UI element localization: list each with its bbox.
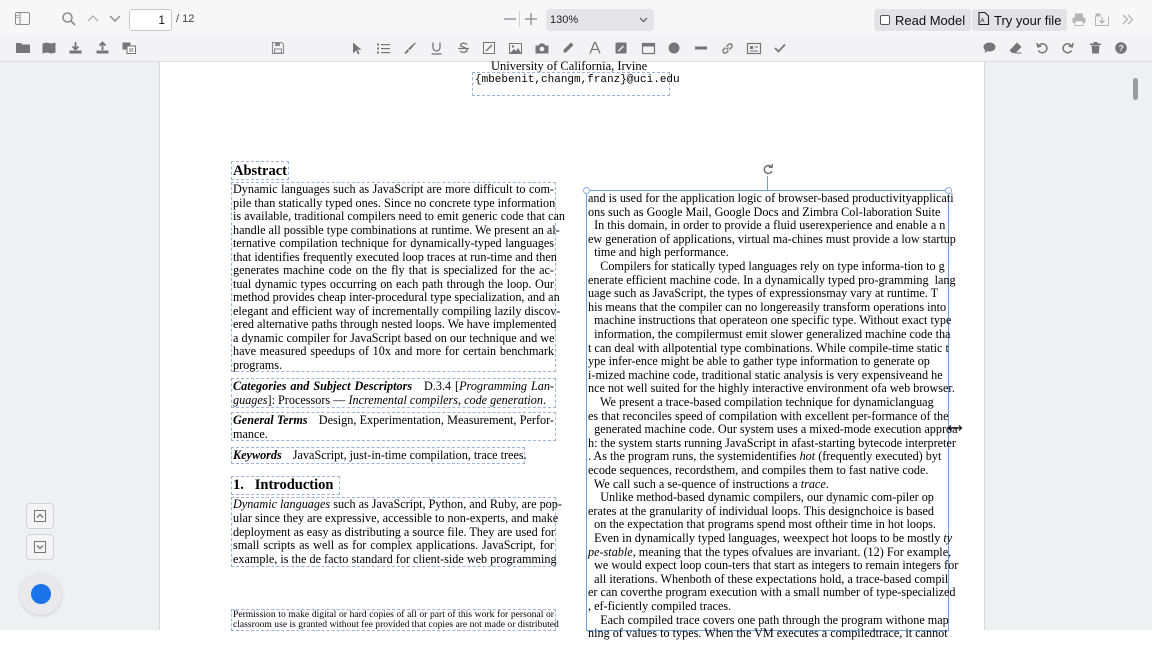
categories-processors: ]: Processors —	[267, 393, 349, 407]
search-icon[interactable]	[61, 11, 77, 27]
keywords-text: JavaScript, just-in-time compilation, trace trees.	[292, 448, 527, 462]
right-column-line: and is used for the application logic of browser-based productivityapplicati	[588, 191, 954, 205]
sidebar-toggle-icon[interactable]	[14, 10, 30, 26]
permission-line: classroom use is granted without fee provided that copies are not made or distributed	[233, 619, 559, 630]
right-column-line: . As the program runs, the systemidentifies hot (frequently executed) byt	[588, 449, 942, 464]
abstract-line: tual dynamic types occurring on each path through the loop. Our	[233, 276, 554, 291]
abstract-line: method provides cheap inter-procedural type specialization, and an	[233, 290, 560, 304]
strikethrough-icon[interactable]	[456, 41, 470, 55]
expand-panel-icon[interactable]	[1120, 12, 1136, 26]
previous-page-icon[interactable]	[86, 11, 100, 25]
abstract-line: that identifies frequently executed loop traces at run-time and then	[233, 249, 557, 264]
zoom-out-icon[interactable]	[503, 12, 517, 26]
abstract-line: programs.	[233, 357, 283, 372]
right-column-line: ew generation of applications, virtual ma-chines must provide a low startup	[588, 231, 956, 246]
hot-term-after: (frequently executed) byt	[815, 449, 942, 464]
abstract-line: a dynamic compiler for JavaScript based on our technique and we	[233, 330, 555, 345]
right-column-line: nce not well suited for the highly interactive environment ofa web browser.	[588, 381, 955, 396]
right-column-line: ons such as Google Mail, Google Docs and Zimbra Col-laboration Suite	[588, 204, 941, 219]
right-column-line	[588, 544, 952, 560]
redo-icon[interactable]	[1061, 41, 1075, 55]
try-your-file-button[interactable]	[972, 9, 1067, 31]
intro-line-1-text: such as JavaScript, Python, and Ruby, are pop-	[330, 497, 562, 511]
categories-label: Categories and Subject Descriptors	[233, 379, 413, 393]
right-column-line: t can deal with allpotential type combinations. While compile-time static t	[588, 340, 949, 355]
import-icon[interactable]	[68, 41, 83, 54]
right-column-line: er can coverthe program execution with a small number of type-specialized	[588, 585, 956, 600]
abstract-line: generates machine code on the fly that is specialized for the ac-	[233, 263, 554, 277]
categories-code: D.3.4 [	[424, 379, 460, 393]
svg-text:?: ?	[1118, 43, 1124, 54]
vertical-scrollbar[interactable]	[1133, 78, 1138, 100]
rotate-handle-icon[interactable]	[762, 162, 775, 175]
highlighter-icon[interactable]	[403, 41, 417, 55]
main-toolbar	[0, 0, 1152, 34]
help-icon[interactable]	[1114, 41, 1128, 55]
download-icon[interactable]	[1094, 12, 1110, 26]
general-terms-label: General Terms	[233, 413, 308, 427]
abstract-heading: Abstract	[233, 163, 287, 179]
abstract-line: pile than statically typed ones. Since no concrete type information	[233, 195, 556, 210]
page-number-input[interactable]: 1	[129, 9, 172, 31]
general-terms-line-1	[233, 414, 554, 428]
book-icon[interactable]	[41, 41, 56, 54]
abstract-line: is available, traditional compilers need to emit generic code that can	[233, 209, 565, 223]
save-icon[interactable]	[271, 41, 285, 55]
categories-topic-cont: guages	[233, 393, 268, 407]
right-column-line: Compilers for statically typed languages rely on type informa-tion to g	[588, 259, 945, 273]
trash-icon[interactable]	[1088, 41, 1102, 55]
line-shape-icon[interactable]	[694, 41, 708, 55]
floating-action-button[interactable]	[20, 573, 62, 615]
intro-line-1	[233, 497, 562, 512]
underline-icon[interactable]	[429, 41, 443, 55]
abstract-line: elegant and efficient way of incrementally compiling lazily discov-	[233, 303, 561, 318]
list-icon[interactable]	[376, 41, 390, 55]
right-column-line: information, the compilermust emit slower generalized machine code tha	[588, 327, 951, 341]
right-column-line: his means that the compiler can no longereasily transform operations into	[588, 299, 947, 314]
text-tool-icon[interactable]	[588, 41, 602, 55]
right-column-line: generated machine code. Our system uses a mixed-mode execution approa	[588, 422, 958, 437]
link-icon[interactable]	[720, 41, 734, 55]
abstract-line: ternative compilation technique for dynamically-typed languages	[233, 236, 554, 250]
read-model-toggle[interactable]	[874, 9, 971, 31]
svg-text:A: A	[980, 17, 985, 25]
intro-line: deployment as easy as distributing a source file. They are used for	[233, 524, 555, 539]
trace-term-after: .	[825, 476, 829, 491]
abstract-line: ered alternative paths through nested loops. We have implemented	[233, 317, 557, 331]
keywords-line	[233, 449, 527, 463]
next-page-icon[interactable]	[108, 12, 122, 26]
folder-icon[interactable]	[15, 41, 30, 54]
pencil-icon[interactable]	[561, 41, 575, 55]
convert-icon[interactable]	[121, 41, 136, 54]
right-column-line: In this domain, in order to provide a fluid userexperience and enable a n	[588, 218, 946, 233]
abstract-line: have measured speedups of 10x and more for certain benchmark	[233, 344, 554, 358]
rotate-connector	[767, 176, 768, 190]
intro-line: small scripts as well as for complex applications. JavaScript, for	[233, 538, 554, 552]
export-icon[interactable]	[95, 41, 110, 54]
right-column-line: , ef-ficiently compiled traces.	[588, 599, 732, 613]
right-column-line: Even in dynamically typed languages, weexpect hot loops to be mostly ty	[588, 531, 953, 545]
intro-line: ular since they are expressive, accessible to non-experts, and make	[233, 511, 559, 525]
textbox-edit-icon[interactable]	[482, 41, 496, 55]
right-column-line: enerate efficient machine code. In a dynamically typed pro-gramming lang	[588, 272, 956, 287]
page-down-icon	[34, 541, 46, 553]
form-field-icon[interactable]	[641, 41, 655, 55]
edit-toolbar	[0, 34, 1152, 62]
abstract-line: Dynamic languages such as JavaScript are more difficult to com-	[233, 182, 554, 196]
check-icon[interactable]	[773, 41, 787, 55]
general-terms-text: Design, Experimentation, Measurement, Perfor-	[318, 413, 554, 427]
right-column-line: time and high performance.	[588, 245, 729, 260]
scroll-up-button[interactable]	[26, 503, 54, 529]
zoom-select[interactable]	[546, 9, 654, 31]
image-icon[interactable]	[508, 41, 522, 55]
camera-icon[interactable]	[534, 41, 549, 55]
type-stable-term-cont: pe-stable	[588, 544, 633, 559]
right-column-line: on the expectation that programs spend most oftheir time in hot loops.	[588, 517, 936, 532]
categories-line-1	[233, 380, 554, 394]
read-model-label: Read Model	[895, 12, 966, 28]
keywords-label: Keywords	[233, 448, 282, 462]
permission-line: Permission to make digital or hard copies of all or part of this work for personal or	[233, 609, 554, 620]
zoom-in-icon[interactable]	[524, 12, 538, 26]
type-stable-term: ty	[943, 531, 953, 545]
affiliation: University of California, Irvine	[491, 59, 648, 73]
author-emails: {mbebenit,changm,franz}@uci.edu	[475, 74, 680, 86]
right-column-line: i-mized machine code, traditional static analysis is very expensiveand he	[588, 367, 943, 382]
categories-end: .	[542, 393, 546, 407]
right-column-line: ning of values to types. When the VM executes a compiledtrace, it cannot	[588, 626, 948, 641]
page-total: / 12	[176, 13, 195, 25]
file-pdf-icon	[978, 12, 989, 28]
right-column-line: ecode sequences, recordsthem, and compiles them to fast native code.	[588, 463, 929, 477]
abstract-line: handle all possible type combinations at runtime. We present an al-	[233, 222, 560, 237]
right-column-line: Unlike method-based dynamic compilers, our dynamic com-piler op	[588, 490, 934, 505]
record-dot-icon	[31, 584, 51, 604]
right-column-line: We call such a se-quence of instructions a trace.	[588, 476, 829, 491]
right-column-line: es that reconciles speed of compilation with excellent per-formance of the	[588, 408, 949, 423]
zoom-value: 130%	[550, 14, 579, 26]
chevron-down-icon	[639, 9, 648, 32]
bottom-bar	[0, 630, 1152, 648]
right-column-line: Each compiled trace covers one path through the program withone map	[588, 612, 949, 627]
read-model-checkbox[interactable]	[880, 15, 890, 25]
hot-term: hot	[799, 449, 816, 464]
right-column-line: uage such as JavaScript, the types of expressionsmay vary at runtime. T	[588, 286, 939, 301]
right-column-line: erates at the granularity of individual loops. This designchoice is based	[588, 503, 935, 518]
zoom-divider	[519, 11, 520, 27]
circle-shape-icon[interactable]	[667, 41, 681, 55]
try-your-file-label: Try your file	[994, 12, 1062, 28]
signature-icon[interactable]	[614, 41, 628, 55]
right-column-line: we would expect loop coun-ters that start as integers to remain integers for	[588, 558, 959, 573]
categories-topic: Programming Lan-	[459, 379, 554, 393]
stamp-icon[interactable]	[746, 41, 761, 55]
comment-icon[interactable]	[982, 41, 996, 55]
right-column-line: h: the system starts running JavaScript in afast-starting bytecode interpreter	[588, 435, 956, 450]
categories-subtopic: Incremental compilers, code generation	[348, 393, 543, 407]
document-viewer[interactable]	[0, 59, 1152, 630]
print-icon[interactable]	[1071, 12, 1087, 26]
intro-heading: 1. Introduction	[233, 477, 334, 493]
type-stable-after: , meaning that the types ofvalues are invariant. (12) For example,	[632, 544, 952, 559]
intro-term: Dynamic languages	[233, 497, 331, 511]
right-column-line: all iterations. Whenboth of these expectations hold, a trace-based compil	[588, 571, 949, 586]
cursor-icon[interactable]	[350, 41, 364, 55]
intro-line: example, is the de facto standard for client-side web programming	[233, 551, 557, 566]
undo-icon[interactable]	[1035, 41, 1049, 55]
right-column-line: We present a trace-based compilation technique for dynamiclanguag	[588, 395, 934, 409]
categories-line-2	[233, 394, 546, 408]
right-column-line: machine instructions that operateon one specific type. Without exact type	[588, 313, 952, 328]
right-column-line: ype infer-ence might be able to gather type information to generate op	[588, 354, 930, 369]
trace-term: trace	[800, 476, 826, 491]
scroll-down-button[interactable]	[26, 534, 54, 560]
eraser-icon[interactable]	[1008, 41, 1022, 55]
page-up-icon	[34, 510, 46, 522]
general-terms-line-2: mance.	[233, 427, 268, 441]
